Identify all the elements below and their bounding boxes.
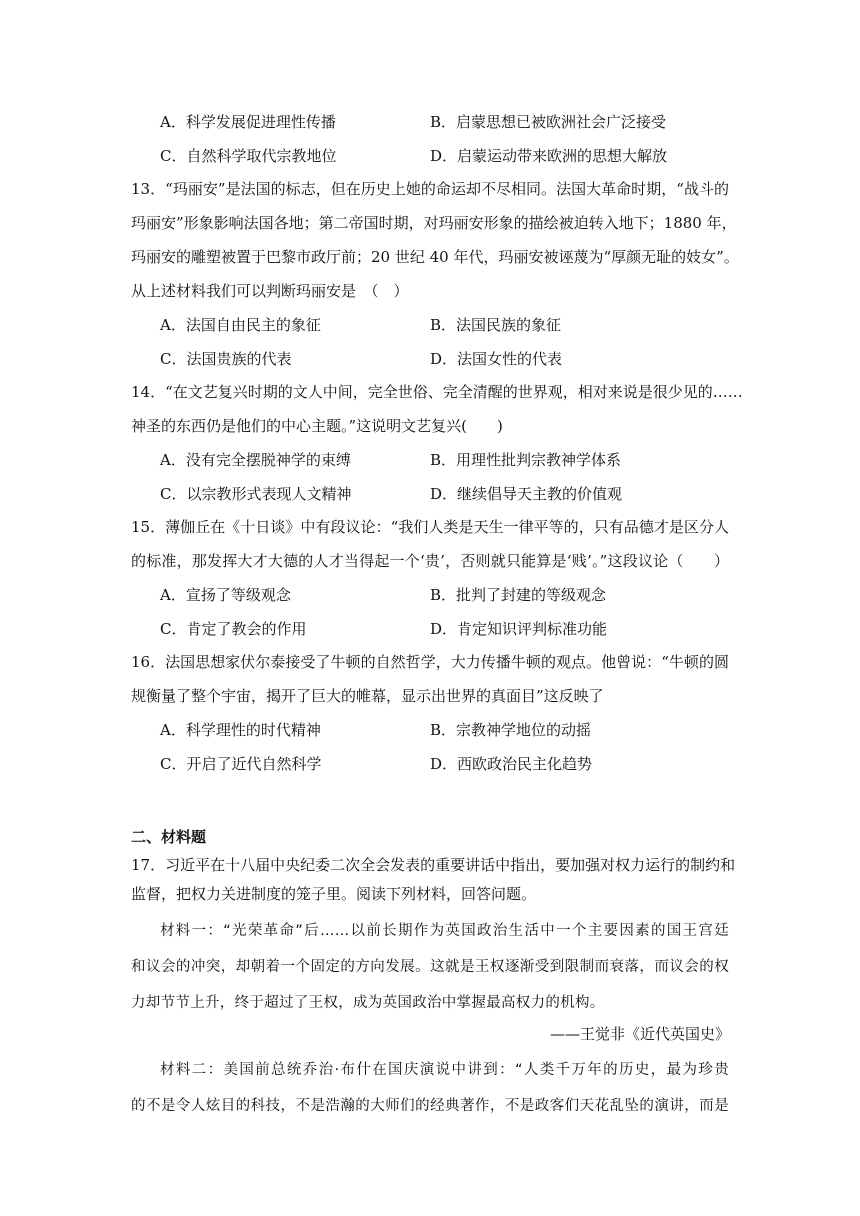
q13-option-a: A．法国自由民主的象征 — [160, 316, 321, 334]
q13-stem-line-2: 玛丽安”形象影响法国各地；第二帝国时期，对玛丽安形象的描绘被迫转入地下；1880 年， — [131, 214, 737, 232]
q12-option-a: A．科学发展促进理性传播 — [160, 113, 336, 131]
q17-stem-line-1: 17．习近平在十八届中央纪委二次全会发表的重要讲话中指出，要加强对权力运行的制约和 — [131, 856, 736, 874]
q15-stem-line-1: 15．薄伽丘在《十日谈》中有段议论：“我们人类是天生一律平等的，只有品德才是区分人 — [131, 518, 729, 536]
q16-stem-line-1: 16．法国思想家伏尔泰接受了牛顿的自然哲学，大力传播牛顿的观点。他曾说：“牛顿的圆 — [131, 653, 729, 671]
material-1-line-1: 材料一：“光荣革命”后……以前长期作为英国政治生活中一个主要因素的国王宫廷 — [160, 923, 729, 939]
q13-stem-line-1: 13．“玛丽安”是法国的标志，但在历史上她的命运却不尽相同。法国大革命时期，“战斗的 — [131, 180, 729, 198]
q14-option-d: D．继续倡导天主教的价值观 — [430, 485, 623, 503]
q12-option-c: C．自然科学取代宗教地位 — [160, 147, 337, 165]
q13-option-c: C．法国贵族的代表 — [160, 350, 292, 368]
material-1-line-3: 力却节节上升，终于超过了王权，成为英国政治中掌握最高权力的机构。 — [131, 995, 605, 1011]
q16-option-c: C．开启了近代自然科学 — [160, 755, 322, 773]
q14-stem-line-2: 神圣的东西仍是他们的中心主题。”这说明文艺复兴( ) — [131, 417, 503, 435]
q14-option-b: B．用理性批判宗教神学体系 — [430, 451, 622, 469]
q15-option-c: C．肯定了教会的作用 — [160, 620, 307, 638]
q14-option-c: C．以宗教形式表现人文精神 — [160, 485, 352, 503]
q13-option-d: D．法国女性的代表 — [430, 350, 563, 368]
material-1-line-2: 和议会的冲突，却朝着一个固定的方向发展。这就是王权逐渐受到限制而衰落，而议会的权 — [131, 959, 729, 975]
q14-stem-line-1: 14．“在文艺复兴时期的文人中间，完全世俗、完全清醒的世界观，相对来说是很少见的…… — [131, 383, 743, 401]
q15-option-a: A．宣扬了等级观念 — [160, 586, 291, 604]
q15-option-b: B．批判了封建的等级观念 — [430, 586, 607, 604]
q15-stem-line-2: 的标准，那发挥大才大德的人才当得起一个‘贵’，否则就只能算是‘贱’。”这段议论（ ） — [131, 552, 729, 570]
material-2-line-2: 的不是令人炫目的科技，不是浩瀚的大师们的经典著作，不是政客们天花乱坠的演讲，而是 — [131, 1098, 729, 1114]
q14-option-a: A．没有完全摆脱神学的束缚 — [160, 451, 351, 469]
material-2-line-1: 材料二：美国前总统乔治·布什在国庆演说中讲到：“人类千万年的历史，最为珍贵 — [160, 1062, 729, 1078]
material-1-source: ——王觉非《近代英国史》 — [549, 1025, 730, 1043]
q16-option-b: B．宗教神学地位的动摇 — [430, 721, 592, 739]
q15-option-d: D．肯定知识评判标准功能 — [430, 620, 608, 638]
q13-stem-line-4: 从上述材料我们可以判断玛丽安是 （ ） — [131, 282, 409, 300]
q13-option-b: B．法国民族的象征 — [430, 316, 562, 334]
q16-option-a: A．科学理性的时代精神 — [160, 721, 321, 739]
q13-stem-line-3: 玛丽安的雕塑被置于巴黎市政厅前；20 世纪 40 年代，玛丽安被诬蔑为“厚颜无耻的妓女”。 — [131, 248, 739, 266]
section-heading: 二、材料题 — [131, 828, 207, 846]
q12-option-b: B．启蒙思想已被欧洲社会广泛接受 — [430, 113, 667, 131]
q16-stem-line-2: 规衡量了整个宇宙，揭开了巨大的帷幕，显示出世界的真面目”这反映了 — [131, 687, 604, 705]
q17-stem-line-2: 监督，把权力关进制度的笼子里。阅读下列材料，回答问题。 — [131, 885, 537, 903]
q16-option-d: D．西欧政治民主化趋势 — [430, 755, 593, 773]
q12-option-d: D．启蒙运动带来欧洲的思想大解放 — [430, 147, 668, 165]
